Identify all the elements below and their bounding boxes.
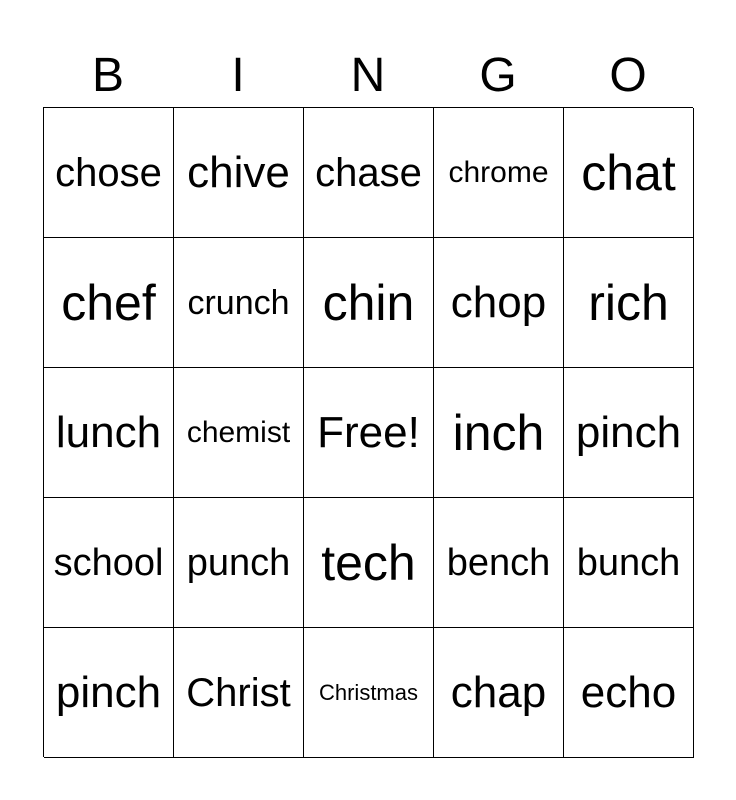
header-letter-o: O [609, 49, 647, 102]
header-letter-i: I [231, 49, 245, 102]
bingo-cell[interactable]: punch [174, 498, 304, 628]
bingo-cell[interactable]: chrome [434, 108, 564, 238]
bingo-board [43, 107, 693, 757]
bingo-cell[interactable]: school [44, 498, 174, 628]
bingo-cell[interactable]: Christmas [304, 628, 434, 758]
header-letter-b: B [91, 49, 124, 102]
header-letter-n: N [350, 49, 386, 102]
bingo-cell[interactable]: lunch [44, 368, 174, 498]
bingo-cell[interactable]: chap [434, 628, 564, 758]
bingo-cell[interactable]: chose [44, 108, 174, 238]
bingo-cell[interactable]: chive [174, 108, 304, 238]
bingo-cell[interactable]: chop [434, 238, 564, 368]
bingo-cell[interactable]: chef [44, 238, 174, 368]
bingo-cell[interactable]: echo [564, 628, 694, 758]
bingo-cell[interactable]: pinch [564, 368, 694, 498]
bingo-cell[interactable]: Christ [174, 628, 304, 758]
bingo-cell[interactable]: pinch [44, 628, 174, 758]
bingo-cell[interactable]: crunch [174, 238, 304, 368]
bingo-cell[interactable]: chat [564, 108, 694, 238]
bingo-cell[interactable]: chin [304, 238, 434, 368]
bingo-cell[interactable]: inch [434, 368, 564, 498]
bingo-cell[interactable]: chase [304, 108, 434, 238]
bingo-cell[interactable]: chemist [174, 368, 304, 498]
bingo-header [43, 48, 693, 104]
bingo-cell[interactable]: bunch [564, 498, 694, 628]
bingo-cell[interactable]: tech [304, 498, 434, 628]
bingo-cell[interactable]: bench [434, 498, 564, 628]
free-space-cell[interactable]: Free! [304, 368, 434, 498]
header-letter-g: G [479, 49, 517, 102]
bingo-cell[interactable]: rich [564, 238, 694, 368]
